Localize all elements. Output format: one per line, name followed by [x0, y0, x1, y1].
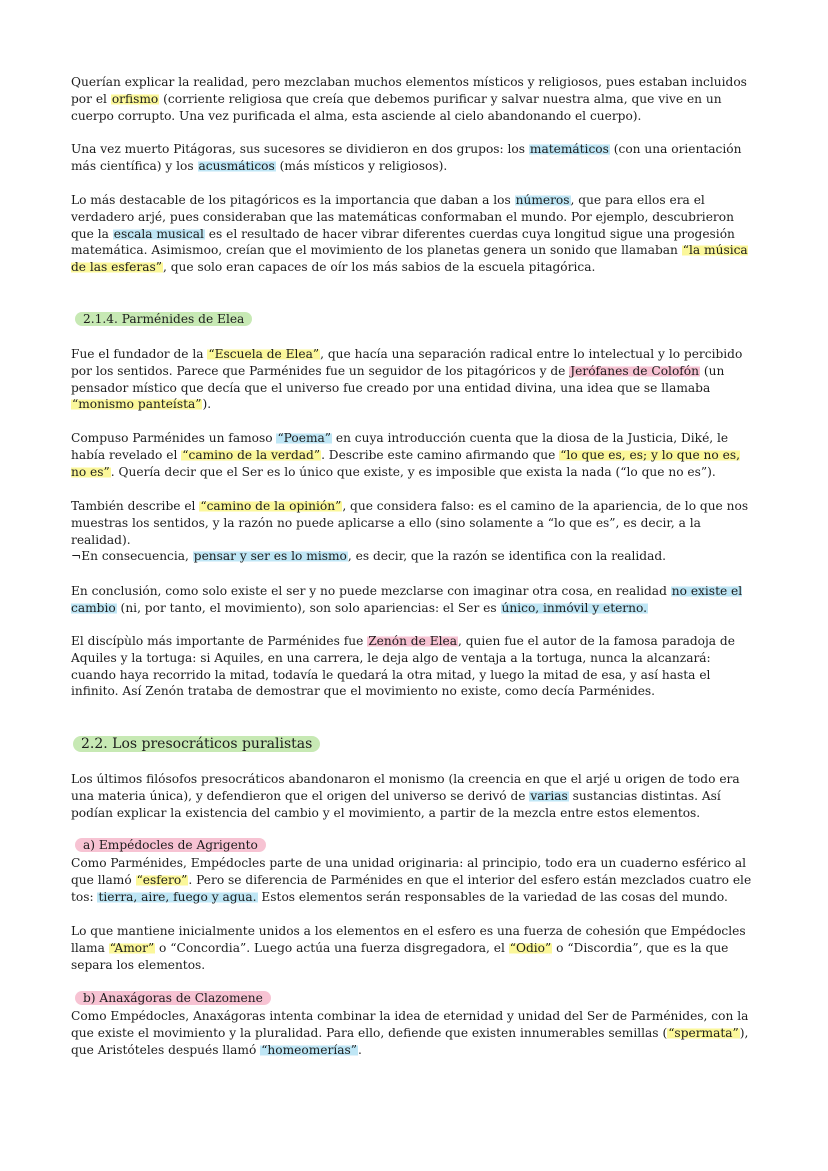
paragraph-numeros	[71, 192, 758, 276]
highlighted-term: no existe el cambio	[71, 584, 743, 615]
paragraph-amor-odio	[71, 923, 758, 973]
paragraph-pensar-ser	[71, 548, 758, 565]
highlighted-term: “Odio”	[509, 940, 552, 955]
highlighted-term: números	[515, 193, 570, 207]
text-segment: Como Empédocles, Anaxágoras intenta combinar la idea de eternidad y unidad del Ser de Parménides, con la que existe el movimiento y la pluralidad. Para ello, defiende que existen innumerables semillas (	[71, 1009, 749, 1040]
paragraph-camino-opinion	[71, 498, 758, 548]
paragraph-pitagoricos-grupos	[71, 141, 758, 175]
highlighted-term: Zenón de Elea	[368, 634, 457, 648]
text-segment: (corriente religiosa que creía que debemos purificar y salvar nuestra alma, que vive en un cuerpo corrupto. Una vez purificada el alma, esta asciende al cielo abandonando el cuerpo).	[71, 91, 722, 123]
highlighted-term: “spermata”	[668, 1025, 739, 1040]
text-segment: . Quería decir que el Ser es lo único que existe, y es imposible que exista la nada (“lo que no es”).	[110, 464, 716, 479]
heading-empedocles: a) Empédocles de Agrigento	[75, 838, 266, 852]
text-segment: Lo que mantiene inicialmente unidos a los elementos en el esfero es una fuerza de cohesión que Empédocles llama	[71, 924, 746, 955]
text-segment: .	[357, 1042, 362, 1057]
highlighted-term: único, inmóvil y eterno.	[501, 600, 647, 615]
highlighted-term: varias	[530, 788, 568, 803]
highlighted-term: “esfero”	[136, 872, 188, 887]
text-segment: o “Discordia”, que es la que separa los elementos.	[71, 940, 729, 972]
text-segment: Una vez muerto Pitágoras, sus sucesores se dividieron en dos grupos: los	[71, 142, 529, 156]
highlighted-term: acusmáticos	[198, 158, 275, 173]
highlighted-term: “camino de la opinión”	[200, 499, 342, 513]
text-segment: Estos elementos serán responsables de la variedad de las cosas del mundo.	[257, 889, 728, 904]
text-segment: , que para ellos era el verdadero arjé, pues consideraban que las matemáticas conformaban el mundo. Por ejemplo, descubrieron que la	[71, 193, 734, 241]
heading-pluralistas: 2.2. Los presocráticos puralistas	[73, 736, 320, 752]
text-segment: Fue el fundador de la	[71, 347, 208, 361]
paragraph-zenon	[71, 633, 758, 700]
text-segment: o “Concordia”. Luego actúa una fuerza disgregadora, el	[155, 940, 509, 955]
highlighted-term: matemáticos	[529, 142, 609, 156]
highlighted-term: “lo que es, es; y lo que no es, no es”	[71, 447, 740, 479]
text-segment: Lo más destacable de los pitagóricos es la importancia que daban a los	[71, 193, 515, 207]
paragraph-escuela-elea	[71, 346, 758, 413]
text-segment: El discípùlo más importante de Parménides fue	[71, 634, 368, 648]
paragraph-orfismo	[71, 74, 758, 124]
text-segment: En conclusión, como solo existe el ser y no puede mezclarse con imaginar otra cosa, en realidad	[71, 584, 671, 598]
highlighted-term: orfismo	[111, 91, 159, 106]
heading-anaxagoras: b) Anaxágoras de Clazomene	[75, 991, 271, 1005]
highlighted-term: “la música de las esferas”	[71, 243, 748, 275]
text-segment: ).	[202, 397, 212, 412]
text-segment: , es decir, que la razón se identifica con la realidad.	[347, 549, 667, 563]
heading-parmenides: 2.1.4. Parménides de Elea	[75, 312, 252, 326]
text-segment: Como Parménides, Empédocles parte de una unidad originaria: al principio, todo era un cuaderno esférico al que llamó	[71, 856, 747, 887]
text-segment: en cuya introducción cuenta que la diosa de la Justicia, Diké, le había revelado el	[71, 431, 729, 462]
text-segment: . Describe este camino afirmando que	[321, 447, 560, 462]
highlighted-term: “Amor”	[109, 940, 155, 955]
text-segment: (más místicos y religiosos).	[275, 158, 448, 173]
text-segment: Los últimos filósofos presocráticos abandonaron el monismo (la creencia en que el arjé u origen de todo era una materia única), y defendieron que el origen del universo se derivó de	[71, 772, 740, 803]
highlighted-term: “Escuela de Elea”	[208, 347, 320, 361]
text-segment: es el resultado de hacer vibrar diferentes cuerdas cuya longitud sigue una progesión matemática. Asimismoo, creían que el movimiento de los planetas genera un sonido que llamaban	[71, 226, 735, 258]
highlighted-term: “monismo panteísta”	[72, 397, 202, 412]
text-segment: , que considera falso: es el camino de la apariencia, de lo que nos muestras los sentidos, y la razón no puede aplicarse a ello (sino solamente a “lo que es”, es decir, a la realidad).	[71, 499, 749, 547]
highlighted-term: “homeomerías”	[261, 1042, 357, 1057]
text-segment: ), que Aristóteles después llamó	[71, 1025, 749, 1057]
text-segment: ¬En consecuencia,	[71, 549, 193, 563]
paragraph-pluralistas	[71, 771, 758, 821]
highlighted-term: tierra, aire, fuego y agua.	[98, 889, 257, 904]
text-segment: , que solo eran capaces de oír los más sabios de la escuela pitagórica.	[162, 260, 596, 275]
highlighted-term: “Poema”	[277, 431, 331, 445]
highlighted-term: pensar y ser es lo mismo	[193, 549, 347, 563]
text-segment: (ni, por tanto, el movimiento), son solo apariencias: el Ser es	[116, 600, 501, 615]
text-segment: , quien fue el autor de la famosa paradoja de Aquiles y la tortuga: si Aquiles, en una carrera, le deja algo de ventaja a la tortuga, nunca la alcanzará: cuando haya recorrido la mitad, todavía le quedará la otra mitad, y luego la mitad de esa, y así hasta el infinito. Así Zenón trataba de demostrar que el movimiento no existe, como decía Parménides.	[71, 634, 735, 699]
text-segment: (con una orientación más científica) y los	[71, 142, 742, 173]
paragraph-cambio	[71, 583, 758, 617]
text-segment: También describe el	[71, 499, 200, 513]
paragraph-poema	[71, 430, 758, 480]
text-segment: , que hacía una separación radical entre lo intelectual y lo percibido por los sentidos. Parece que Parménides fue un seguidor de los pitagóricos y de	[71, 347, 743, 378]
text-segment: sustancias distintas. Así podían explicar la existencia del cambio y el movimiento, a partir de la mezcla entre estos elementos.	[71, 788, 721, 820]
text-segment: . Pero se diferencia de Parménides en que el interior del esfero están mezclados cuatro ele tos:	[71, 872, 752, 904]
text-segment: (un pensador místico que decía que el universo fue creado por una entidad divina, una idea que se llamaba	[71, 363, 725, 395]
paragraph-esfero	[71, 855, 758, 905]
highlighted-term: escala musical	[113, 226, 204, 241]
highlighted-term: Jerófanes de Colofón	[570, 363, 699, 378]
highlighted-term: “camino de la verdad”	[182, 447, 321, 462]
paragraph-spermata	[71, 1008, 758, 1058]
text-segment: Compuso Parménides un famoso	[71, 431, 277, 445]
text-segment: Querían explicar la realidad, pero mezclaban muchos elementos místicos y religiosos, pues estaban incluidos por el	[71, 75, 747, 106]
